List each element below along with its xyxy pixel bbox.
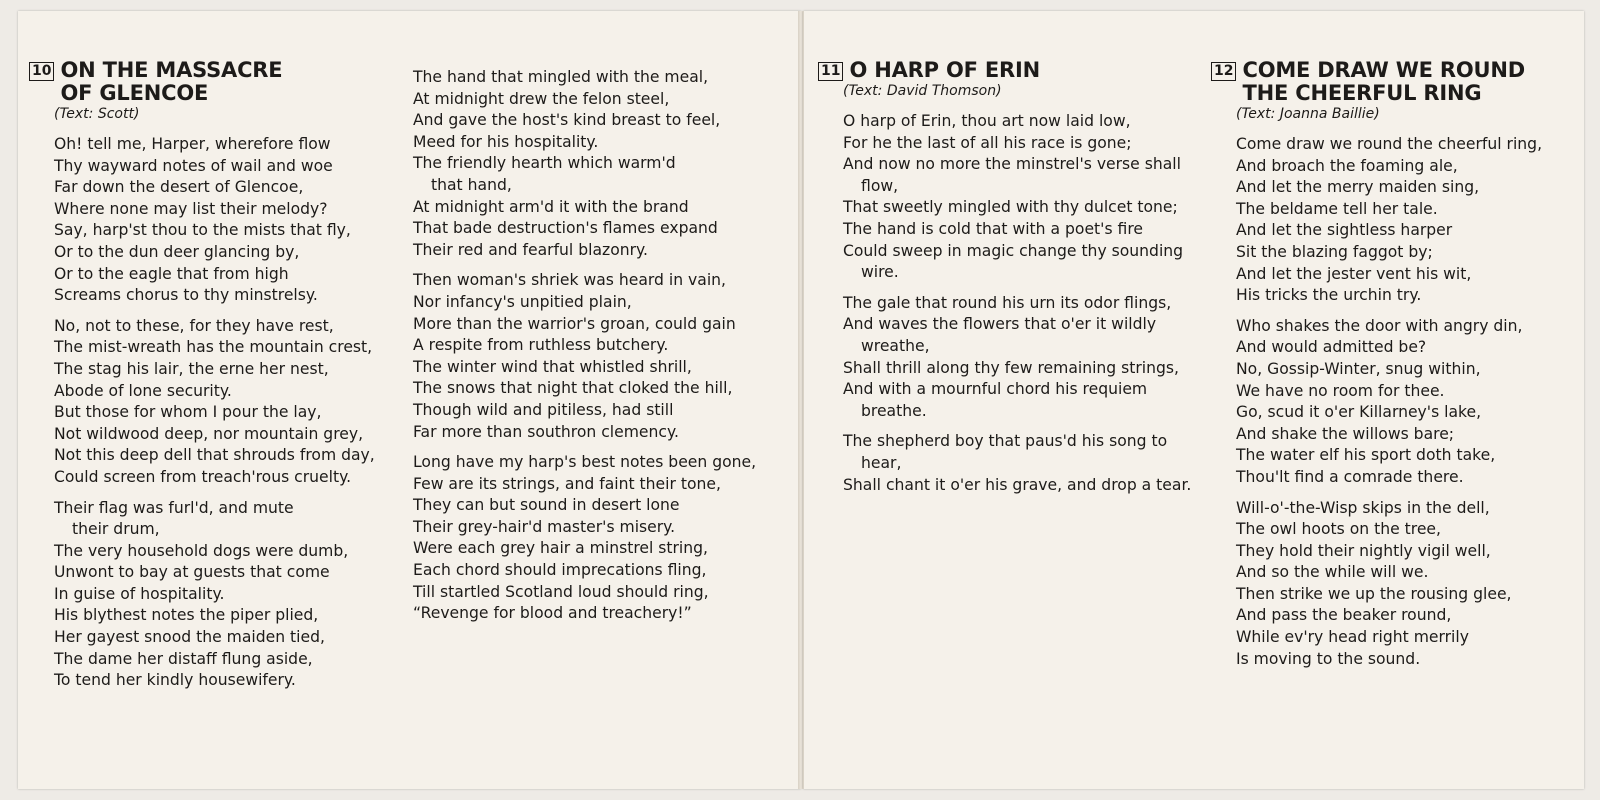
lyric-line: The winter wind that whistled shrill, (413, 357, 692, 376)
lyric-line: Where none may list their melody? (54, 199, 328, 218)
lyric-line: And would admitted be? (1236, 338, 1427, 357)
stanza (54, 498, 375, 692)
lyric-line: Not this deep dell that shrouds from day, (54, 446, 375, 465)
song-11-column (818, 59, 1191, 496)
lyric-line: Thou'lt find a comrade there. (1236, 467, 1464, 486)
lyric-line: Say, harp'st thou to the mists that fly, (54, 221, 351, 240)
song-title-line: ON THE MASSACRE (60, 58, 283, 82)
lyric-line: That sweetly mingled with thy dulcet tone; (843, 198, 1178, 217)
song-10-column-1 (29, 59, 375, 692)
lyric-line: His blythest notes the piper plied, (54, 606, 319, 625)
lyric-line: Oh! tell me, Harper, wherefore flow (54, 135, 331, 153)
right-page (803, 11, 1584, 789)
stanza (843, 293, 1191, 423)
lyric-line: To tend her kindly housewifery. (54, 671, 296, 690)
stanza (1236, 316, 1542, 489)
lyric-line: Far down the desert of Glencoe, (54, 178, 304, 197)
lyric-line: Thy wayward notes of wail and woe (54, 156, 333, 175)
stanza (1236, 498, 1542, 671)
song-title (849, 59, 1039, 82)
lyric-line: Or to the eagle that from high (54, 264, 289, 283)
lyric-line: The shepherd boy that paus'd his song to (843, 432, 1168, 451)
song-title-line: THE CHEERFUL RING (1242, 81, 1482, 105)
lyric-line: breathe. (861, 401, 927, 420)
lyrics-block (29, 134, 375, 692)
lyric-line: Shall chant it o'er his grave, and drop a tear. (843, 475, 1192, 494)
lyric-line: Could screen from treach'rous cruelty. (54, 467, 352, 486)
stanza (413, 452, 756, 625)
lyric-line: The gale that round his urn its odor flings, (843, 293, 1172, 312)
lyric-line: Meed for his hospitality. (413, 132, 599, 151)
stanza (413, 67, 756, 261)
lyric-line: Though wild and pitiless, had still (413, 400, 674, 419)
song-heading (1211, 59, 1542, 105)
lyric-line: Who shakes the door with angry din, (1236, 316, 1523, 335)
lyric-line: They hold their nightly vigil well, (1236, 541, 1491, 560)
lyric-line: And now no more the minstrel's verse shall (843, 155, 1181, 174)
lyric-line: Long have my harp's best notes been gone, (413, 453, 757, 472)
track-number: 12 (1211, 62, 1236, 81)
lyric-line: The very household dogs were dumb, (54, 541, 349, 560)
lyric-line: And gave the host's kind breast to feel, (413, 111, 721, 130)
lyric-line: flow, (861, 176, 899, 195)
song-title (1242, 59, 1525, 105)
stanza (54, 134, 375, 307)
lyric-line: And waves the flowers that o'er it wildly (843, 315, 1157, 334)
lyric-line: We have no room for thee. (1236, 381, 1445, 400)
stanza (843, 111, 1191, 284)
lyric-line: Nor infancy's unpitied plain, (413, 292, 632, 311)
lyric-line: At midnight drew the felon steel, (413, 89, 670, 108)
lyric-line: Shall thrill along thy few remaining strings, (843, 358, 1180, 377)
lyric-line: The friendly hearth which warm'd (413, 154, 676, 173)
lyric-line: And pass the beaker round, (1236, 606, 1452, 625)
lyric-line: Few are its strings, and faint their tone, (413, 474, 721, 493)
lyric-line: The hand is cold that with a poet's fire (843, 219, 1144, 238)
song-title (60, 59, 282, 105)
lyric-line: The mist-wreath has the mountain crest, (54, 338, 373, 357)
song-heading (818, 59, 1191, 82)
lyric-line: wire. (861, 263, 899, 282)
lyric-line: Abode of lone security. (54, 381, 232, 400)
lyric-line: The water elf his sport doth take, (1236, 446, 1496, 465)
lyric-line: And let the sightless harper (1236, 221, 1453, 240)
lyric-line: Screams chorus to thy minstrelsy. (54, 286, 318, 305)
lyrics-block (413, 67, 756, 625)
lyric-line: But those for whom I pour the lay, (54, 403, 322, 422)
lyric-line: The snows that night that cloked the hill, (413, 379, 733, 398)
lyric-line: their drum, (72, 520, 160, 539)
lyric-line: A respite from ruthless butchery. (413, 336, 669, 355)
song-heading (29, 59, 375, 105)
lyric-line: At midnight arm'd it with the brand (413, 197, 689, 216)
lyric-line: Go, scud it o'er Killarney's lake, (1236, 403, 1482, 422)
lyric-line: More than the warrior's groan, could gain (413, 314, 736, 333)
lyric-line: Their red and fearful blazonry. (413, 240, 648, 259)
lyrics-block (1211, 134, 1542, 670)
lyric-line: wreathe, (861, 336, 930, 355)
text-credit: (Text: Scott) (54, 106, 140, 122)
lyric-line: In guise of hospitality. (54, 584, 225, 603)
lyric-line: They can but sound in desert lone (413, 496, 680, 515)
lyric-line: The beldame tell her tale. (1236, 199, 1438, 218)
lyric-line: And let the merry maiden sing, (1236, 178, 1480, 197)
lyric-line: While ev'ry head right merrily (1236, 628, 1469, 647)
lyric-line: Their flag was furl'd, and mute (54, 498, 294, 517)
lyric-line: No, not to these, for they have rest, (54, 316, 334, 335)
lyric-line: Her gayest snood the maiden tied, (54, 628, 325, 647)
lyric-line: hear, (861, 453, 902, 472)
lyric-line: Were each grey hair a minstrel string, (413, 539, 708, 558)
lyric-line: Each chord should imprecations fling, (413, 561, 707, 580)
lyric-line: And shake the willows bare; (1236, 424, 1455, 443)
stanza (413, 270, 756, 443)
stanza (1236, 134, 1542, 307)
lyric-line: His tricks the urchin try. (1236, 286, 1422, 305)
lyric-line: Their grey-hair'd master's misery. (413, 517, 676, 536)
lyric-line: That bade destruction's flames expand (413, 219, 718, 238)
lyric-line: For he the last of all his race is gone; (843, 133, 1132, 152)
left-page (18, 11, 801, 789)
lyric-line: Come draw we round the cheerful ring, (1236, 135, 1543, 153)
lyric-line: O harp of Erin, thou art now laid low, (843, 112, 1131, 130)
lyric-line: Will-o'-the-Wisp skips in the dell, (1236, 498, 1490, 517)
song-10-column-2 (413, 67, 756, 625)
stanza (54, 316, 375, 489)
text-credit: (Text: David Thomson) (843, 83, 1002, 99)
lyric-line: And broach the foaming ale, (1236, 156, 1458, 175)
lyric-line: Till startled Scotland loud should ring, (413, 582, 709, 601)
lyric-line: The dame her distaff flung aside, (54, 649, 313, 668)
track-number: 11 (818, 62, 843, 81)
track-number: 10 (29, 62, 54, 81)
song-12-column (1211, 59, 1542, 670)
lyric-line: Is moving to the sound. (1236, 649, 1421, 668)
lyric-line: The stag his lair, the erne her nest, (54, 359, 329, 378)
lyric-line: The owl hoots on the tree, (1236, 520, 1441, 539)
lyric-line: Sit the blazing faggot by; (1236, 242, 1433, 261)
text-credit: (Text: Joanna Baillie) (1236, 106, 1380, 122)
lyric-line: Then strike we up the rousing glee, (1236, 584, 1512, 603)
lyric-line: Far more than southron clemency. (413, 422, 679, 441)
lyric-line: The hand that mingled with the meal, (413, 68, 709, 86)
stanza (843, 431, 1191, 496)
lyric-line: Unwont to bay at guests that come (54, 563, 330, 582)
lyrics-block (818, 111, 1191, 496)
lyric-line: Could sweep in magic change thy sounding (843, 241, 1184, 260)
song-title-line: OF GLENCOE (60, 81, 209, 105)
song-title-line: O HARP OF ERIN (849, 58, 1040, 82)
lyric-line: And so the while will we. (1236, 563, 1429, 582)
lyric-line: “Revenge for blood and treachery!” (413, 604, 692, 623)
lyric-line: Or to the dun deer glancing by, (54, 242, 300, 261)
lyric-line: Not wildwood deep, nor mountain grey, (54, 424, 364, 443)
lyric-line: Then woman's shriek was heard in vain, (413, 271, 727, 290)
lyric-line: that hand, (431, 175, 512, 194)
song-title-line: COME DRAW WE ROUND (1242, 58, 1525, 82)
lyric-line: And with a mournful chord his requiem (843, 380, 1148, 399)
lyric-line: And let the jester vent his wit, (1236, 264, 1472, 283)
lyric-line: No, Gossip-Winter, snug within, (1236, 359, 1481, 378)
